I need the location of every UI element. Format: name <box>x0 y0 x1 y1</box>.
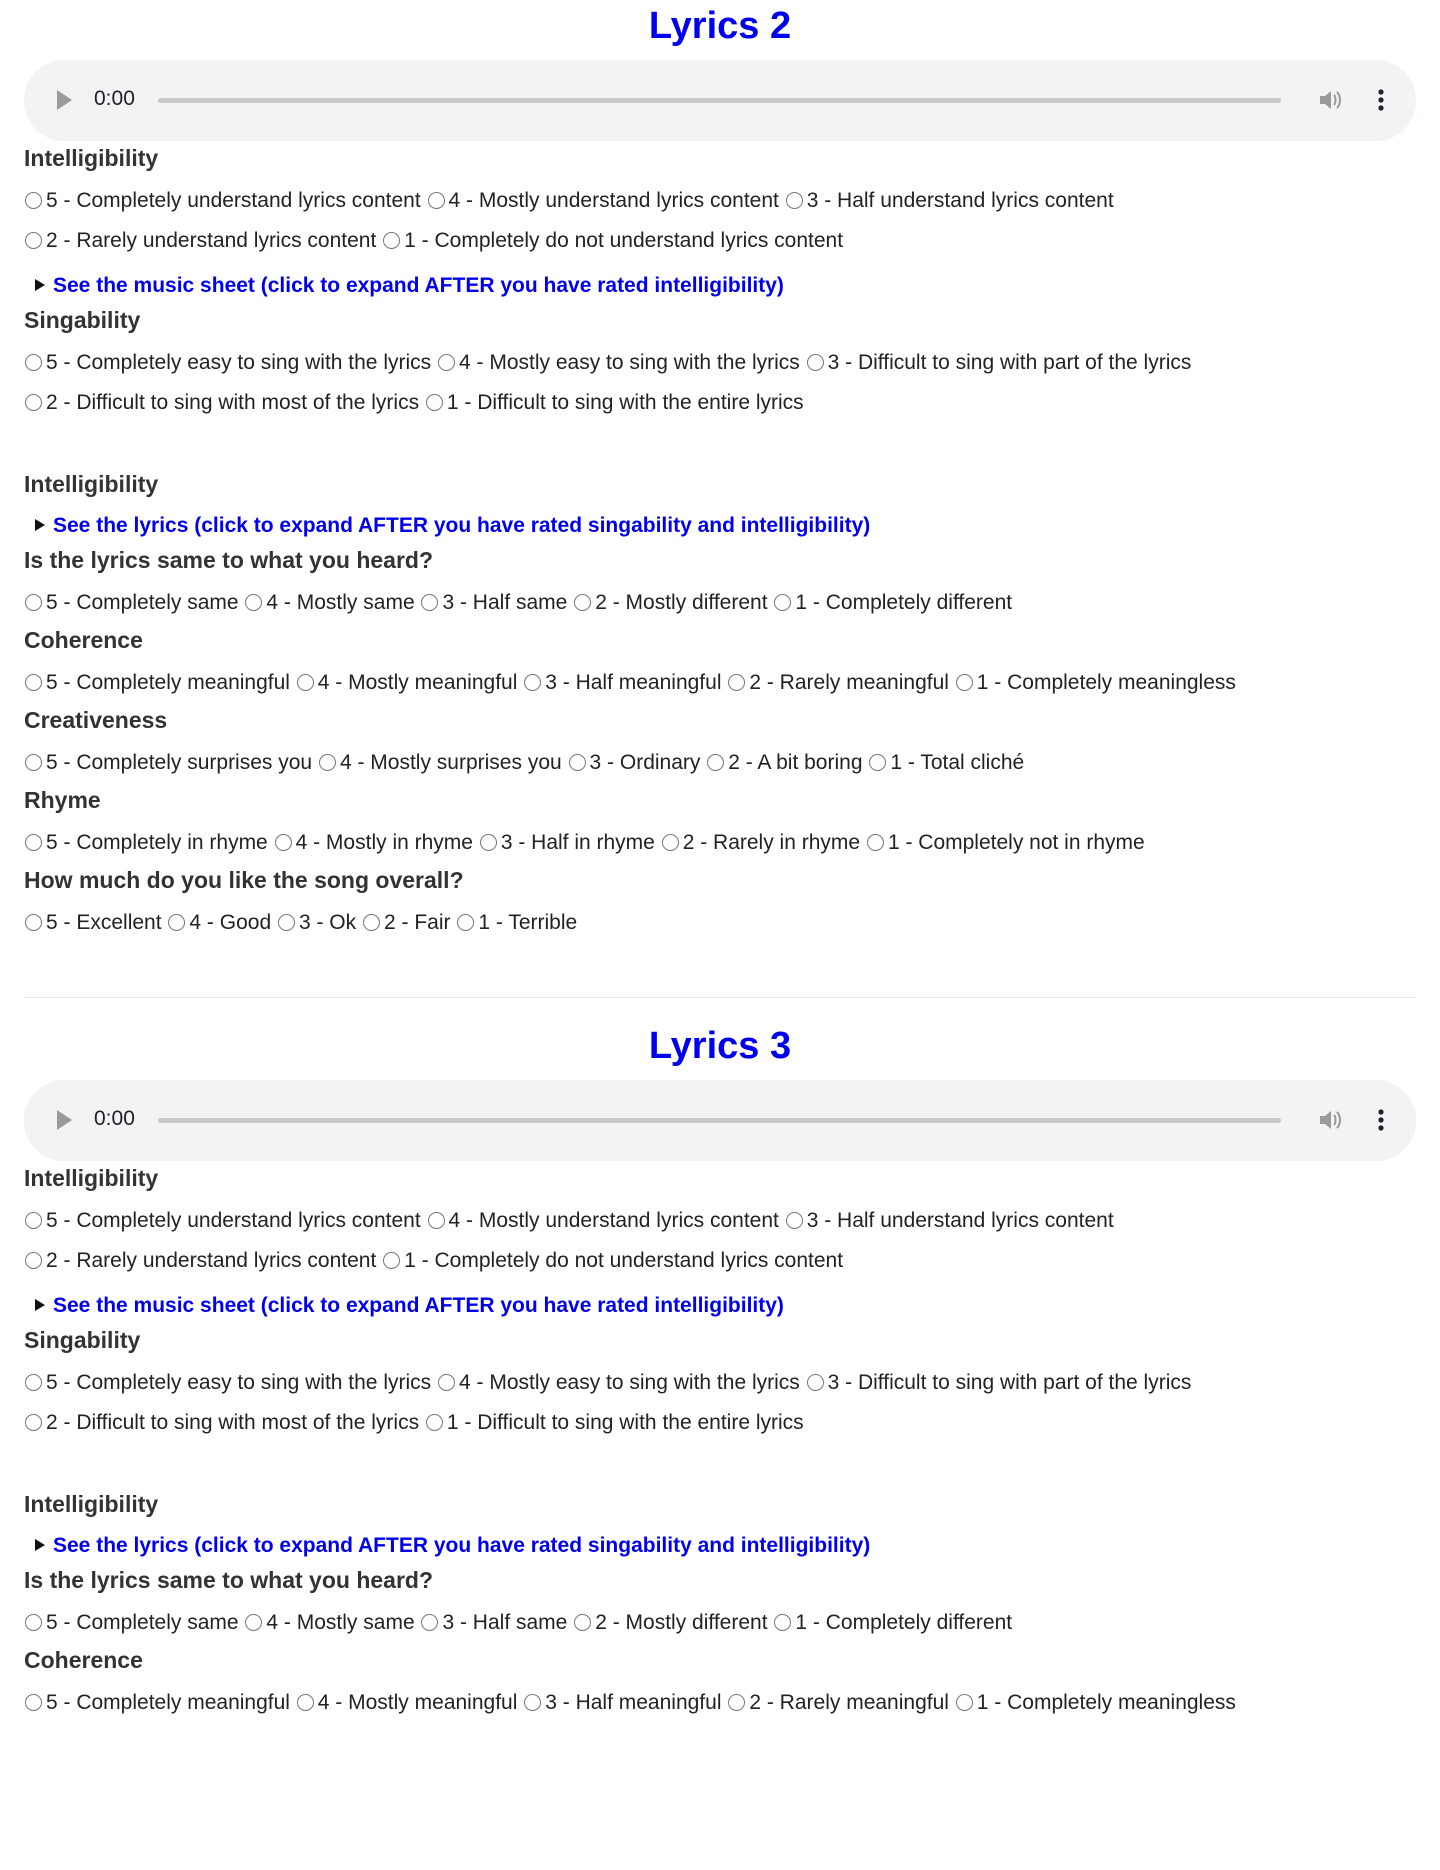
radio-button[interactable] <box>956 674 973 691</box>
radio-label: 2 - Difficult to sing with most of the lyrics <box>46 1411 420 1434</box>
radio-label: 1 - Completely different <box>795 591 1013 614</box>
radio-button[interactable] <box>707 754 724 771</box>
options-row <box>24 903 1416 943</box>
radio-option[interactable] <box>806 343 1192 383</box>
expand-triangle-icon <box>35 519 45 531</box>
options-row <box>24 823 1416 863</box>
audio-progress-track[interactable] <box>158 1118 1281 1123</box>
radio-label: 1 - Completely do not understand lyrics content <box>404 1249 844 1272</box>
lyrics-section-3 <box>24 1020 1416 1723</box>
radio-option[interactable] <box>866 823 1145 863</box>
radio-button[interactable] <box>574 594 591 611</box>
music-sheet-link[interactable]: See the music sheet (click to expand AFTER you have rated intelligibility) <box>53 1294 784 1317</box>
options-row <box>24 1363 1416 1403</box>
radio-label: 3 - Half understand lyrics content <box>806 189 1114 212</box>
radio-label: 3 - Difficult to sing with part of the lyrics <box>827 1371 1192 1394</box>
audio-time: 0:00 <box>94 1107 135 1130</box>
radio-option[interactable] <box>24 1363 431 1403</box>
radio-button[interactable] <box>421 594 438 611</box>
radio-label: 4 - Mostly in rhyme <box>295 831 473 854</box>
radio-option[interactable] <box>420 583 567 623</box>
radio-label: 1 - Total cliché <box>890 751 1025 774</box>
radio-label: 3 - Ok <box>298 911 357 934</box>
lyrics-toggle[interactable] <box>24 509 1416 543</box>
radio-label: 3 - Half understand lyrics content <box>806 1209 1114 1232</box>
radio-label: 5 - Completely meaningful <box>46 671 290 694</box>
options-row <box>24 181 1416 221</box>
expand-triangle-icon <box>35 1539 45 1551</box>
radio-option[interactable] <box>785 181 1114 221</box>
radio-label: 4 - Good <box>189 911 272 934</box>
singability-options <box>24 343 1416 423</box>
radio-label: 5 - Completely same <box>46 591 239 614</box>
radio-option[interactable] <box>785 1201 1114 1241</box>
options-row <box>24 743 1416 783</box>
coherence-heading: Coherence <box>24 1647 143 1673</box>
radio-label: 4 - Mostly understand lyrics content <box>448 1209 779 1232</box>
radio-button[interactable] <box>25 914 42 931</box>
radio-label: 5 - Completely easy to sing with the lyrics <box>46 1371 432 1394</box>
spacer <box>24 1443 1416 1487</box>
radio-button[interactable] <box>25 394 42 411</box>
radio-button[interactable] <box>383 1252 400 1269</box>
volume-icon[interactable] <box>1318 1107 1342 1138</box>
radio-button[interactable] <box>278 914 295 931</box>
radio-label: 4 - Mostly surprises you <box>339 751 562 774</box>
singability-options <box>24 1363 1416 1443</box>
radio-button[interactable] <box>25 834 42 851</box>
play-icon[interactable] <box>57 1110 72 1130</box>
coherence-options <box>24 1683 1416 1723</box>
radio-button[interactable] <box>438 1374 455 1391</box>
radio-option[interactable] <box>955 663 1236 703</box>
radio-button[interactable] <box>728 1694 745 1711</box>
radio-button[interactable] <box>421 1614 438 1631</box>
radio-button[interactable] <box>774 1614 791 1631</box>
same-heading: Is the lyrics same to what you heard? <box>24 547 434 573</box>
radio-button[interactable] <box>662 834 679 851</box>
intelligibility-heading-2: Intelligibility <box>24 471 159 497</box>
same-heading: Is the lyrics same to what you heard? <box>24 1567 434 1593</box>
radio-label: 3 - Ordinary <box>589 751 701 774</box>
radio-label: 1 - Completely meaningless <box>976 1691 1236 1714</box>
radio-button[interactable] <box>457 914 474 931</box>
coherence-options <box>24 663 1416 703</box>
radio-label: 5 - Completely understand lyrics content <box>46 1209 421 1232</box>
radio-option[interactable] <box>24 1683 290 1723</box>
radio-button[interactable] <box>25 1694 42 1711</box>
radio-option[interactable] <box>727 1683 949 1723</box>
radio-option[interactable] <box>244 583 414 623</box>
section-divider <box>24 997 1416 998</box>
radio-option[interactable] <box>955 1683 1236 1723</box>
radio-option[interactable] <box>274 823 473 863</box>
radio-button[interactable] <box>25 354 42 371</box>
radio-label: 2 - Rarely understand lyrics content <box>46 229 377 252</box>
radio-option[interactable] <box>479 823 655 863</box>
radio-option[interactable] <box>24 1201 421 1241</box>
radio-option[interactable] <box>24 1241 376 1281</box>
intelligibility-options <box>24 1201 1416 1281</box>
intelligibility-heading: Intelligibility <box>24 1165 159 1191</box>
lyrics-toggle[interactable] <box>24 1529 1416 1563</box>
radio-option[interactable] <box>727 663 949 703</box>
intelligibility-heading: Intelligibility <box>24 145 159 171</box>
radio-button[interactable] <box>438 354 455 371</box>
radio-option[interactable] <box>362 903 451 943</box>
radio-label: 3 - Half meaningful <box>545 1691 722 1714</box>
radio-label: 1 - Terrible <box>478 911 578 934</box>
overall-options <box>24 903 1416 943</box>
radio-button[interactable] <box>25 1212 42 1229</box>
more-options-icon[interactable] <box>1378 1108 1384 1137</box>
options-row <box>24 663 1416 703</box>
radio-option[interactable] <box>277 903 356 943</box>
music-sheet-toggle[interactable] <box>24 269 1416 303</box>
expand-triangle-icon <box>35 1299 45 1311</box>
radio-label: 5 - Completely surprises you <box>46 751 313 774</box>
play-icon[interactable] <box>57 90 72 110</box>
overall-heading: How much do you like the song overall? <box>24 867 464 893</box>
radio-option[interactable] <box>420 1603 567 1643</box>
radio-button[interactable] <box>786 192 803 209</box>
radio-button[interactable] <box>25 232 42 249</box>
radio-option[interactable] <box>868 743 1024 783</box>
radio-label: 5 - Completely easy to sing with the lyrics <box>46 351 432 374</box>
options-row <box>24 1683 1416 1723</box>
radio-button[interactable] <box>426 1414 443 1431</box>
options-row <box>24 1201 1416 1241</box>
radio-label: 2 - Rarely meaningful <box>749 1691 949 1714</box>
radio-option[interactable] <box>437 1363 800 1403</box>
intelligibility-options <box>24 181 1416 261</box>
radio-button[interactable] <box>426 394 443 411</box>
radio-button[interactable] <box>574 1614 591 1631</box>
radio-button[interactable] <box>297 1694 314 1711</box>
radio-button[interactable] <box>25 192 42 209</box>
radio-option[interactable] <box>456 903 577 943</box>
singability-heading: Singability <box>24 1327 141 1353</box>
radio-button[interactable] <box>480 834 497 851</box>
radio-option[interactable] <box>437 343 800 383</box>
radio-option[interactable] <box>24 903 162 943</box>
radio-button[interactable] <box>25 1374 42 1391</box>
radio-label: 5 - Completely meaningful <box>46 1691 290 1714</box>
radio-label: 4 - Mostly meaningful <box>317 1691 518 1714</box>
radio-option[interactable] <box>24 1603 239 1643</box>
radio-label: 1 - Difficult to sing with the entire lyrics <box>446 1411 804 1434</box>
radio-option[interactable] <box>382 1241 843 1281</box>
radio-label: 2 - Mostly different <box>595 591 768 614</box>
lyrics-section-2 <box>24 0 1416 943</box>
rhyme-heading: Rhyme <box>24 787 101 813</box>
radio-option[interactable] <box>706 743 862 783</box>
radio-button[interactable] <box>383 232 400 249</box>
radio-button[interactable] <box>524 1694 541 1711</box>
options-row <box>24 1403 1416 1443</box>
radio-label: 3 - Half in rhyme <box>500 831 655 854</box>
options-row <box>24 343 1416 383</box>
radio-option[interactable] <box>24 383 419 423</box>
radio-button[interactable] <box>569 754 586 771</box>
radio-label: 2 - Mostly different <box>595 1611 768 1634</box>
options-row <box>24 221 1416 261</box>
radio-option[interactable] <box>24 181 421 221</box>
radio-label: 2 - A bit boring <box>728 751 863 774</box>
radio-option[interactable] <box>523 663 721 703</box>
options-row <box>24 1241 1416 1281</box>
radio-label: 1 - Difficult to sing with the entire lyrics <box>446 391 804 414</box>
radio-label: 1 - Completely do not understand lyrics content <box>404 229 844 252</box>
radio-option[interactable] <box>24 743 312 783</box>
radio-label: 2 - Rarely understand lyrics content <box>46 1249 377 1272</box>
radio-button[interactable] <box>956 1694 973 1711</box>
creativeness-heading: Creativeness <box>24 707 168 733</box>
lyrics-link[interactable]: See the lyrics (click to expand AFTER you have rated singability and intelligibility) <box>53 514 871 537</box>
radio-label: 2 - Fair <box>384 911 451 934</box>
audio-progress-track[interactable] <box>158 98 1281 103</box>
radio-option[interactable] <box>382 221 843 261</box>
radio-button[interactable] <box>869 754 886 771</box>
radio-option[interactable] <box>661 823 860 863</box>
options-row <box>24 383 1416 423</box>
radio-button[interactable] <box>297 674 314 691</box>
radio-option[interactable] <box>24 1403 419 1443</box>
radio-button[interactable] <box>363 914 380 931</box>
music-sheet-link[interactable]: See the music sheet (click to expand AFTER you have rated intelligibility) <box>53 274 784 297</box>
radio-label: 5 - Completely understand lyrics content <box>46 189 421 212</box>
same-options <box>24 583 1416 623</box>
radio-label: 3 - Half same <box>442 1611 568 1634</box>
radio-label: 3 - Half same <box>442 591 568 614</box>
radio-label: 1 - Completely different <box>795 1611 1013 1634</box>
radio-label: 3 - Difficult to sing with part of the lyrics <box>827 351 1192 374</box>
coherence-heading: Coherence <box>24 627 143 653</box>
radio-option[interactable] <box>296 663 518 703</box>
radio-label: 1 - Completely not in rhyme <box>887 831 1145 854</box>
radio-option[interactable] <box>24 221 376 261</box>
volume-icon[interactable] <box>1318 87 1342 118</box>
radio-button[interactable] <box>319 754 336 771</box>
lyrics-link[interactable]: See the lyrics (click to expand AFTER you have rated singability and intelligibility) <box>53 1534 871 1557</box>
radio-option[interactable] <box>296 1683 518 1723</box>
intelligibility-heading-2: Intelligibility <box>24 1491 159 1517</box>
radio-button[interactable] <box>25 754 42 771</box>
radio-button[interactable] <box>25 1614 42 1631</box>
section-title: Lyrics 2 <box>648 5 792 47</box>
radio-label: 5 - Completely same <box>46 1611 239 1634</box>
radio-button[interactable] <box>245 1614 262 1631</box>
radio-button[interactable] <box>275 834 292 851</box>
audio-player[interactable] <box>24 60 1416 141</box>
radio-option[interactable] <box>24 583 239 623</box>
radio-option[interactable] <box>427 1201 779 1241</box>
same-options <box>24 1603 1416 1643</box>
radio-button[interactable] <box>807 354 824 371</box>
creativeness-options <box>24 743 1416 783</box>
singability-heading: Singability <box>24 307 141 333</box>
radio-option[interactable] <box>24 663 290 703</box>
radio-option[interactable] <box>806 1363 1192 1403</box>
radio-option[interactable] <box>568 743 701 783</box>
radio-button[interactable] <box>25 674 42 691</box>
radio-option[interactable] <box>573 583 767 623</box>
radio-button[interactable] <box>25 1414 42 1431</box>
radio-button[interactable] <box>25 1252 42 1269</box>
radio-option[interactable] <box>523 1683 721 1723</box>
more-options-icon[interactable] <box>1378 88 1384 117</box>
radio-option[interactable] <box>773 583 1012 623</box>
expand-triangle-icon <box>35 279 45 291</box>
radio-label: 4 - Mostly same <box>266 591 415 614</box>
radio-button[interactable] <box>428 1212 445 1229</box>
radio-button[interactable] <box>168 914 185 931</box>
radio-button[interactable] <box>867 834 884 851</box>
spacer <box>24 423 1416 467</box>
radio-option[interactable] <box>24 343 431 383</box>
radio-option[interactable] <box>318 743 562 783</box>
radio-option[interactable] <box>573 1603 767 1643</box>
audio-time: 0:00 <box>94 87 135 110</box>
radio-option[interactable] <box>24 823 268 863</box>
radio-label: 4 - Mostly easy to sing with the lyrics <box>459 1371 800 1394</box>
radio-option[interactable] <box>244 1603 414 1643</box>
radio-label: 2 - Rarely meaningful <box>749 671 949 694</box>
radio-option[interactable] <box>427 181 779 221</box>
radio-button[interactable] <box>245 594 262 611</box>
radio-label: 3 - Half meaningful <box>545 671 722 694</box>
radio-label: 4 - Mostly meaningful <box>317 671 518 694</box>
radio-label: 4 - Mostly easy to sing with the lyrics <box>459 351 800 374</box>
radio-button[interactable] <box>774 594 791 611</box>
section-title: Lyrics 3 <box>648 1025 792 1067</box>
radio-label: 4 - Mostly understand lyrics content <box>448 189 779 212</box>
radio-option[interactable] <box>773 1603 1012 1643</box>
radio-option[interactable] <box>425 1403 804 1443</box>
radio-button[interactable] <box>428 192 445 209</box>
radio-label: 2 - Rarely in rhyme <box>682 831 861 854</box>
radio-label: 1 - Completely meaningless <box>976 671 1236 694</box>
radio-option[interactable] <box>167 903 271 943</box>
radio-button[interactable] <box>524 674 541 691</box>
radio-label: 4 - Mostly same <box>266 1611 415 1634</box>
radio-button[interactable] <box>728 674 745 691</box>
radio-button[interactable] <box>25 594 42 611</box>
options-row <box>24 583 1416 623</box>
radio-button[interactable] <box>786 1212 803 1229</box>
radio-label: 5 - Completely in rhyme <box>46 831 268 854</box>
audio-player[interactable] <box>24 1080 1416 1161</box>
radio-label: 2 - Difficult to sing with most of the lyrics <box>46 391 420 414</box>
radio-label: 5 - Excellent <box>46 911 162 934</box>
music-sheet-toggle[interactable] <box>24 1289 1416 1323</box>
radio-button[interactable] <box>807 1374 824 1391</box>
options-row <box>24 1603 1416 1643</box>
rhyme-options <box>24 823 1416 863</box>
radio-option[interactable] <box>425 383 804 423</box>
